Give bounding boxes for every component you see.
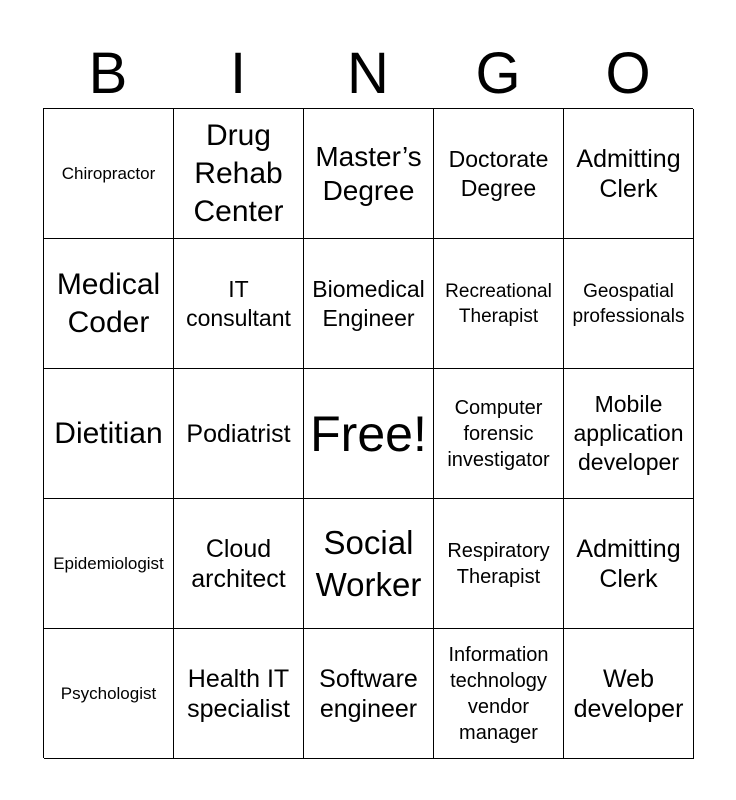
bingo-cell-n4[interactable] [304,499,434,629]
cell-label: Information technology vendor manager [448,643,549,744]
bingo-cell-b1[interactable] [44,109,174,239]
bingo-cell-o2[interactable] [564,239,694,369]
header-letter-o: O [605,41,651,106]
bingo-cell-n5[interactable] [304,629,434,759]
header-letter-i: I [229,41,247,106]
cell-label: Doctorate Degree [448,145,549,201]
cell-label: Computer forensic investigator [447,396,550,471]
cell-label: Recreational Therapist [445,280,552,327]
bingo-cell-g1[interactable] [434,109,564,239]
cell-label: Admitting Clerk [576,534,681,593]
cell-label: Medical Coder [56,267,161,339]
bingo-cell-b5[interactable] [44,629,174,759]
cell-label: Mobile application developer [573,391,684,475]
cell-label: Drug Rehab Center [193,118,284,228]
bingo-cell-o3[interactable] [564,369,694,499]
cell-label: Software engineer [319,664,418,723]
bingo-header [43,40,693,108]
header-letter-n: N [347,41,389,106]
bingo-board [43,108,693,758]
bingo-cell-g5[interactable] [434,629,564,759]
bingo-cell-g2[interactable] [434,239,564,369]
cell-label: Biomedical Engineer [312,275,425,331]
cell-label: Admitting Clerk [576,144,681,203]
bingo-cell-o5[interactable] [564,629,694,759]
cell-label: Respiratory Therapist [447,539,550,588]
bingo-cell-b2[interactable] [44,239,174,369]
bingo-cell-i5[interactable] [174,629,304,759]
bingo-cell-n1[interactable] [304,109,434,239]
bingo-cell-b4[interactable] [44,499,174,629]
bingo-cell-i3[interactable] [174,369,304,499]
header-letter-g: G [475,41,521,106]
bingo-cell-b3[interactable] [44,369,174,499]
cell-label: Chiropractor [61,163,156,183]
header-letter-b: B [88,41,128,106]
cell-label: Master’s Degree [315,140,422,206]
bingo-cell-g3[interactable] [434,369,564,499]
bingo-cell-o1[interactable] [564,109,694,239]
bingo-cell-g4[interactable] [434,499,564,629]
cell-label: Health IT specialist [187,664,290,723]
bingo-cell-o4[interactable] [564,499,694,629]
bingo-cell-n3-free[interactable] [304,369,434,499]
cell-label: IT consultant [186,275,291,331]
bingo-cell-n2[interactable] [304,239,434,369]
free-space-label: Free! [310,405,427,462]
cell-label: Dietitian [54,416,163,450]
cell-label: Podiatrist [186,419,291,448]
bingo-cell-i2[interactable] [174,239,304,369]
cell-label: Cloud architect [191,534,286,593]
cell-label: Social Worker [315,523,422,603]
bingo-cell-i4[interactable] [174,499,304,629]
cell-label: Epidemiologist [53,553,164,573]
cell-label: Web developer [573,664,684,723]
cell-label: Psychologist [60,683,157,703]
cell-label: Geospatial professionals [572,280,685,327]
bingo-cell-i1[interactable] [174,109,304,239]
